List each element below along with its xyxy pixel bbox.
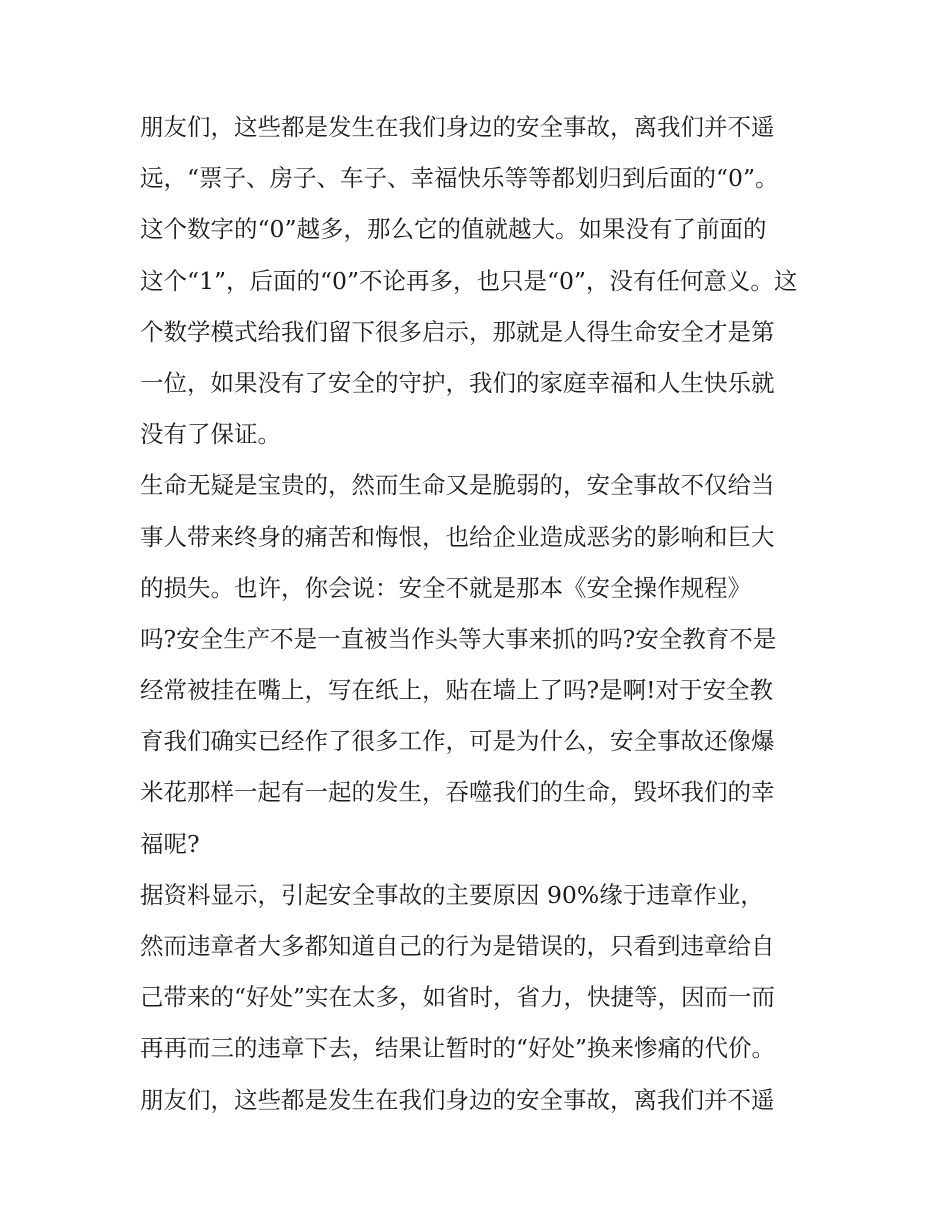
text-line: 米花那样一起有一起的发生，吞噬我们的生命，毁坏我们的幸 <box>140 778 775 807</box>
text-line: 朋友们，这些都是发生在我们身边的安全事故，离我们并不遥 <box>140 113 775 141</box>
text-line: 经常被挂在嘴上，写在纸上，贴在墙上了吗?是啊!对于安全教 <box>140 676 774 705</box>
text-line: 的损失。也许，你会说：安全不就是那本《安全操作规程》 <box>140 573 751 602</box>
text-line: 朋友们，这些都是发生在我们身边的安全事故，离我们并不遥 <box>140 1085 775 1114</box>
text-line: 吗?安全生产不是一直被当作头等大事来抓的吗?安全教育不是 <box>140 624 777 653</box>
text-line: 据资料显示，引起安全事故的主要原因 90%缘于违章作业， <box>140 880 764 909</box>
text-line: 这个“1”，后面的“0”不论再多，也只是“0”，没有任何意义。这 <box>140 266 798 295</box>
text-line: 事人带来终身的痛苦和悔恨，也给企业造成恶劣的影响和巨大 <box>140 522 775 551</box>
text-line: 远，“票子、房子、车子、幸福快乐等等都划归到后面的“0”。 <box>140 164 779 193</box>
text-line: 育我们确实已经作了很多工作，可是为什么，安全事故还像爆 <box>140 727 775 756</box>
text-line: 一位，如果没有了安全的守护，我们的家庭幸福和人生快乐就 <box>140 368 775 397</box>
text-line: 没有了保证。 <box>140 420 281 449</box>
text-line: 然而违章者大多都知道自己的行为是错误的，只看到违章给自 <box>140 932 775 960</box>
text-line: 这个数字的“0”越多，那么它的值就越大。如果没有了前面的 <box>140 215 767 244</box>
text-line: 个数学模式给我们留下很多启示，那就是人得生命安全才是第 <box>140 317 775 346</box>
text-line: 再再而三的违章下去，结果让暂时的“好处”换来惨痛的代价。 <box>140 1034 776 1063</box>
text-line: 生命无疑是宝贵的，然而生命又是脆弱的，安全事故不仅给当 <box>140 471 775 500</box>
document-body <box>140 102 820 1126</box>
text-line: 福呢? <box>140 829 200 858</box>
text-line: 己带来的“好处”实在太多，如省时，省力，快捷等，因而一而 <box>140 983 776 1012</box>
